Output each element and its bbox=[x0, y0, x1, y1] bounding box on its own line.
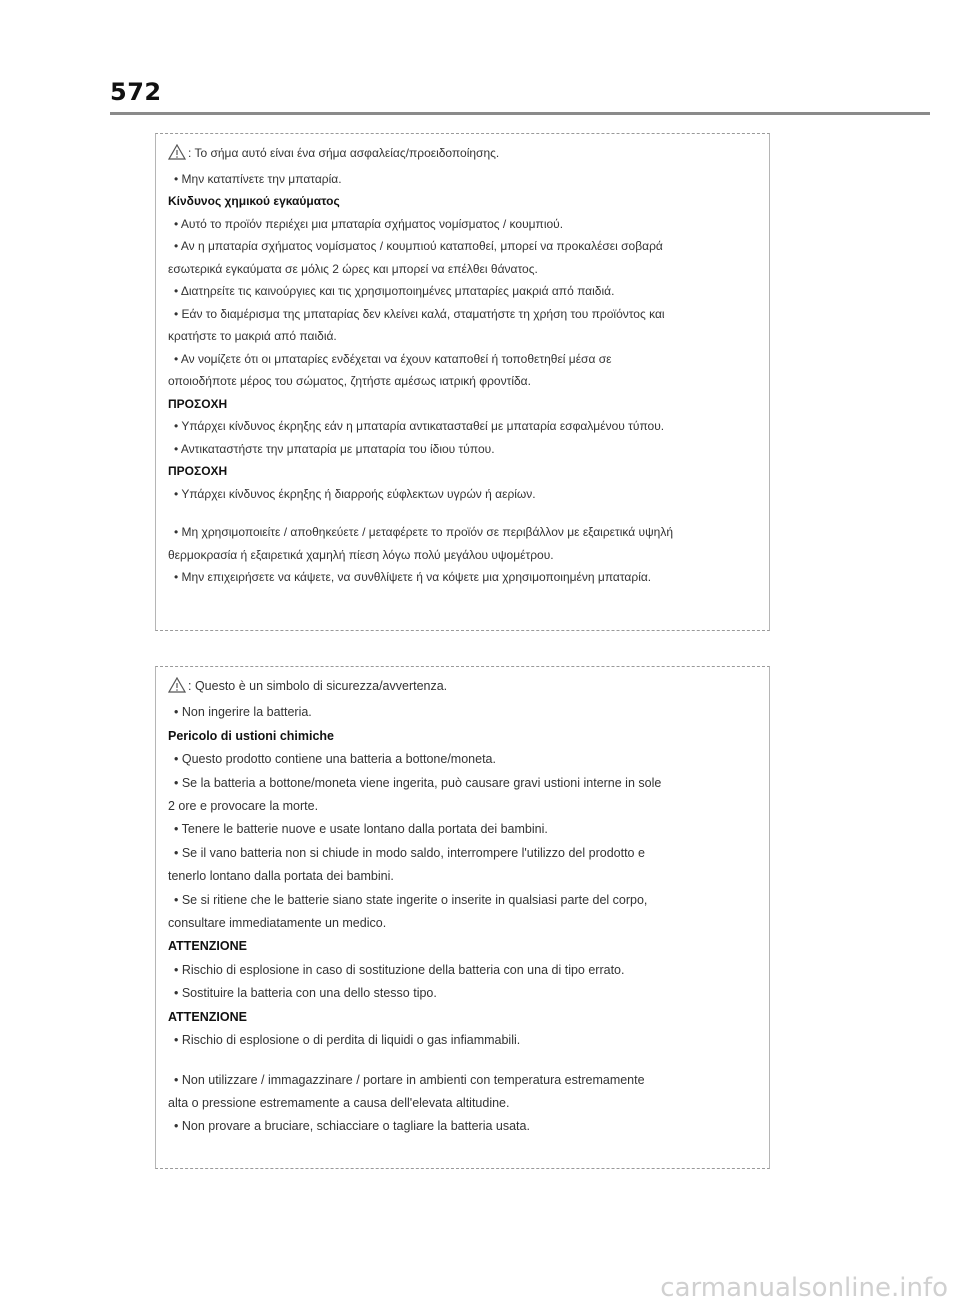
instruction-line: • Questo prodotto contiene una batteria a bottone/moneta. bbox=[174, 752, 496, 767]
warning-triangle-icon bbox=[168, 677, 186, 701]
instruction-line: • Rischio di esplosione in caso di sostituzione della batteria con una di tipo errato. bbox=[174, 962, 625, 977]
instruction-line: εσωτερικά εγκαύματα σε μόλις 2 ώρες και μπορεί να επέλθει θάνατος. bbox=[168, 261, 538, 276]
instruction-line: • Αυτό το προϊόν περιέχει μια μπαταρία σχήματος νομίσματος / κουμπιού. bbox=[174, 216, 564, 231]
instruction-line: • Μην επιχειρήσετε να κάψετε, να συνθλίψετε ή να κόψετε μια χρησιμοποιημένη μπαταρία. bbox=[174, 570, 652, 584]
page-number: 572 bbox=[110, 78, 162, 106]
watermark-footer: carmanualsonline.info bbox=[660, 1273, 948, 1303]
instruction-line: 2 ore e provocare la morte. bbox=[168, 799, 319, 814]
caution-heading: ΠΡΟΣΟΧΗ bbox=[168, 464, 228, 478]
instruction-line: • Se si ritiene che le batterie siano state ingerite o inserite in qualsiasi parte del corpo, bbox=[174, 892, 648, 907]
instruction-line: • Non provare a bruciare, schiacciare o tagliare la batteria usata. bbox=[174, 1119, 530, 1134]
instruction-line: • Rischio di esplosione o di perdita di liquidi o gas infiammabili. bbox=[174, 1033, 521, 1048]
section-heading: Pericolo di ustioni chimiche bbox=[168, 728, 335, 743]
instruction-line: • Se il vano batteria non si chiude in modo saldo, interrompere l'utilizzo del prodotto e bbox=[174, 845, 645, 860]
warning-triangle-icon bbox=[168, 144, 186, 168]
spacer bbox=[168, 1053, 757, 1069]
instruction-line: consultare immediatamente un medico. bbox=[168, 916, 387, 931]
instruction-line: • Non utilizzare / immagazzinare / portare in ambienti con temperatura estremamente bbox=[174, 1072, 645, 1087]
instruction-line: κρατήστε το μακριά από παιδιά. bbox=[168, 329, 337, 343]
warning-symbol-text: : Questo è un simbolo di sicurezza/avvertenza. bbox=[188, 679, 448, 693]
instruction-line: • Υπάρχει κίνδυνος έκρηξης ή διαρροής εύφλεκτων υγρών ή αερίων. bbox=[174, 486, 536, 501]
spacer bbox=[168, 505, 757, 521]
instruction-line: • Μην καταπίνετε την μπαταρία. bbox=[174, 171, 342, 186]
instruction-line: • Εάν το διαμέρισμα της μπαταρίας δεν κλείνει καλά, σταματήστε τη χρήση του προϊόντος και bbox=[174, 306, 665, 321]
instruction-line: • Αν η μπαταρία σχήματος νομίσματος / κουμπιού καταποθεί, μπορεί να προκαλέσει σοβαρά bbox=[174, 239, 663, 253]
caution-heading: ATTENZIONE bbox=[168, 1009, 247, 1024]
instruction-line: οποιοδήποτε μέρος του σώματος, ζητήστε αμέσως ιατρική φροντίδα. bbox=[168, 374, 531, 388]
instruction-line: • Se la batteria a bottone/moneta viene ingerita, può causare gravi ustioni interne in sole bbox=[174, 775, 662, 790]
instruction-line: • Μη χρησιμοποιείτε / αποθηκεύετε / μεταφέρετε το προϊόν σε περιβάλλον με εξαιρετικά υψηλή bbox=[174, 525, 673, 539]
warning-symbol-line bbox=[168, 142, 757, 168]
instruction-line: alta o pressione estremamente a causa dell'elevata altitudine. bbox=[168, 1095, 510, 1110]
instruction-line: • Υπάρχει κίνδυνος έκρηξης εάν η μπαταρία αντικατασταθεί με μπαταρία εσφαλμένου τύπου. bbox=[174, 419, 665, 433]
instruction-line: • Non ingerire la batteria. bbox=[174, 705, 312, 720]
instruction-line: • Αντικαταστήστε την μπαταρία με μπαταρία του ίδιου τύπου. bbox=[174, 441, 495, 456]
instruction-line: • Διατηρείτε τις καινούργιες και τις χρησιμοποιημένες μπαταρίες μακριά από παιδιά. bbox=[174, 284, 615, 298]
instruction-line: tenerlo lontano dalla portata dei bambini. bbox=[168, 869, 394, 884]
header-rule bbox=[110, 112, 930, 115]
instruction-line: • Αν νομίζετε ότι οι μπαταρίες ενδέχεται να έχουν καταποθεί ή τοποθετηθεί μέσα σε bbox=[174, 351, 612, 366]
italian-warning-box bbox=[155, 666, 770, 1169]
section-heading: Κίνδυνος χημικού εγκαύματος bbox=[168, 194, 340, 208]
caution-heading: ATTENZIONE bbox=[168, 939, 247, 954]
greek-warning-box bbox=[155, 133, 770, 631]
instruction-line: θερμοκρασία ή εξαιρετικά χαμηλή πίεση λόγω πολύ μεγάλου υψομέτρου. bbox=[168, 547, 554, 562]
instruction-line: • Sostituire la batteria con una dello stesso tipo. bbox=[174, 986, 437, 1001]
instruction-line: • Tenere le batterie nuove e usate lontano dalla portata dei bambini. bbox=[174, 822, 548, 837]
warning-symbol-line bbox=[168, 675, 757, 701]
warning-symbol-text: : Το σήμα αυτό είναι ένα σήμα ασφαλείας/προειδοποίησης. bbox=[188, 146, 500, 160]
caution-heading: ΠΡΟΣΟΧΗ bbox=[168, 396, 228, 411]
